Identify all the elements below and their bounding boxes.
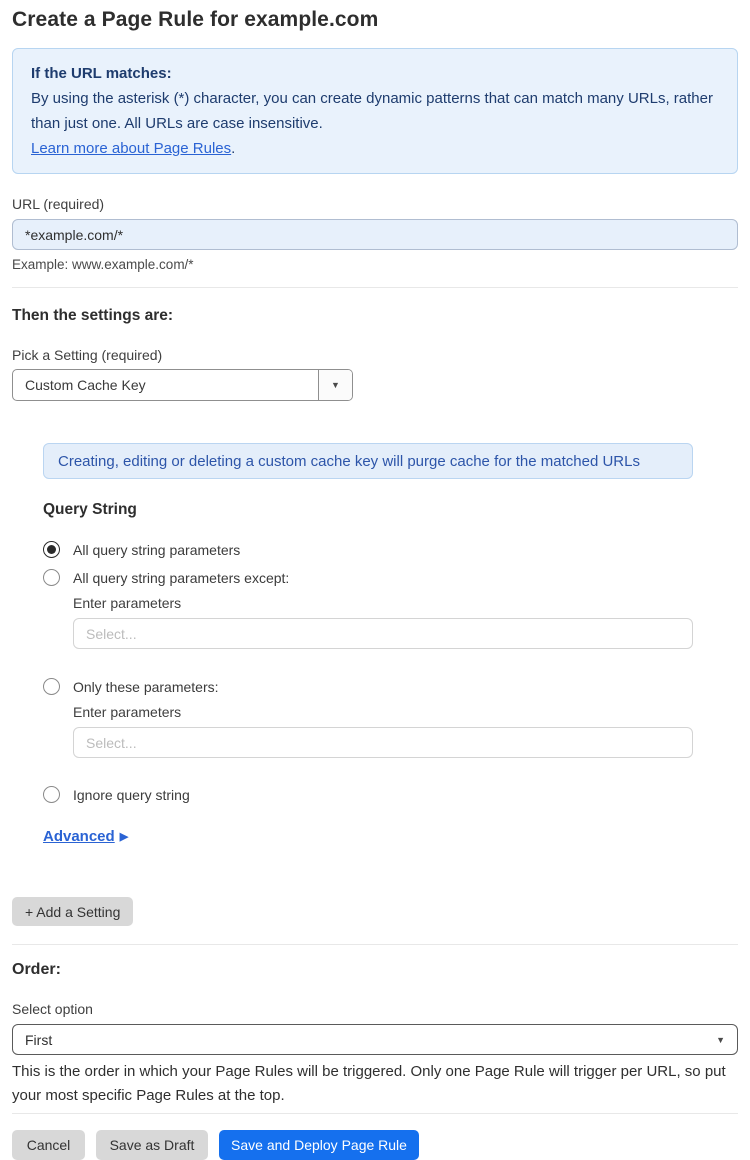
radio-option-all-params[interactable] (43, 541, 738, 558)
advanced-toggle[interactable] (43, 828, 128, 845)
save-and-deploy-button[interactable]: Save and Deploy Page Rule (219, 1130, 419, 1160)
info-box-link-line (31, 136, 719, 161)
url-input[interactable] (12, 219, 738, 250)
query-string-heading: Query String (43, 501, 137, 518)
link-period: . (231, 140, 236, 157)
radio-option-ignore-qs[interactable] (43, 786, 738, 803)
radio-label[interactable]: All query string parameters except: (73, 569, 290, 586)
except-parameters-input[interactable] (73, 618, 693, 649)
select-option-label: Select option (12, 1001, 93, 1017)
order-heading: Order: (12, 961, 61, 978)
order-description: This is the order in which your Page Rules will be triggered. Only one Page Rule will trigger per URL, so put your most specific Page Rules at the top. (12, 1063, 726, 1104)
chevron-down-icon: ▼ (331, 380, 340, 390)
radio-button-icon[interactable] (43, 541, 60, 558)
radio-label[interactable]: Only these parameters: (73, 678, 219, 695)
radio-button-icon[interactable] (43, 678, 60, 695)
enter-parameters-label: Enter parameters (73, 595, 182, 611)
cancel-button[interactable]: Cancel (12, 1130, 85, 1160)
advanced-link[interactable]: Advanced (43, 828, 115, 845)
radio-label[interactable]: All query string parameters (73, 541, 241, 558)
order-select[interactable] (12, 1024, 738, 1055)
info-box-heading: If the URL matches: (31, 65, 172, 82)
chevron-right-icon: ▶ (119, 831, 129, 843)
divider (12, 1113, 738, 1114)
url-match-info-box (12, 48, 738, 174)
footer-actions (12, 1130, 738, 1160)
chevron-down-icon: ▼ (716, 1034, 725, 1045)
url-example: Example: www.example.com/* (12, 257, 194, 272)
radio-option-only-these[interactable] (43, 678, 738, 695)
url-label: URL (required) (12, 196, 105, 212)
info-box-body: By using the asterisk (*) character, you can create dynamic patterns that can match many URLs, rather than just one. All URLs are case insensitive. (31, 90, 713, 132)
radio-button-icon[interactable] (43, 786, 60, 803)
radio-label[interactable]: Ignore query string (73, 786, 190, 803)
setting-dropdown[interactable] (12, 369, 353, 401)
learn-more-link[interactable]: Learn more about Page Rules (31, 140, 232, 157)
enter-parameters-label: Enter parameters (73, 704, 182, 720)
only-parameters-input[interactable] (73, 727, 693, 758)
radio-option-all-except[interactable] (43, 569, 738, 586)
order-select-value: First (25, 1031, 53, 1048)
page-title: Create a Page Rule for example.com (12, 8, 379, 31)
setting-dropdown-arrow-box[interactable] (318, 370, 352, 400)
settings-heading: Then the settings are: (12, 307, 174, 324)
add-setting-button[interactable]: + Add a Setting (12, 897, 133, 926)
divider (12, 287, 738, 288)
radio-button-icon[interactable] (43, 569, 60, 586)
divider (12, 944, 738, 945)
setting-dropdown-value: Custom Cache Key (25, 377, 146, 393)
pick-setting-label: Pick a Setting (required) (12, 347, 163, 363)
save-as-draft-button[interactable]: Save as Draft (96, 1130, 208, 1160)
cache-purge-notice: Creating, editing or deleting a custom cache key will purge cache for the matched URLs (43, 443, 693, 479)
